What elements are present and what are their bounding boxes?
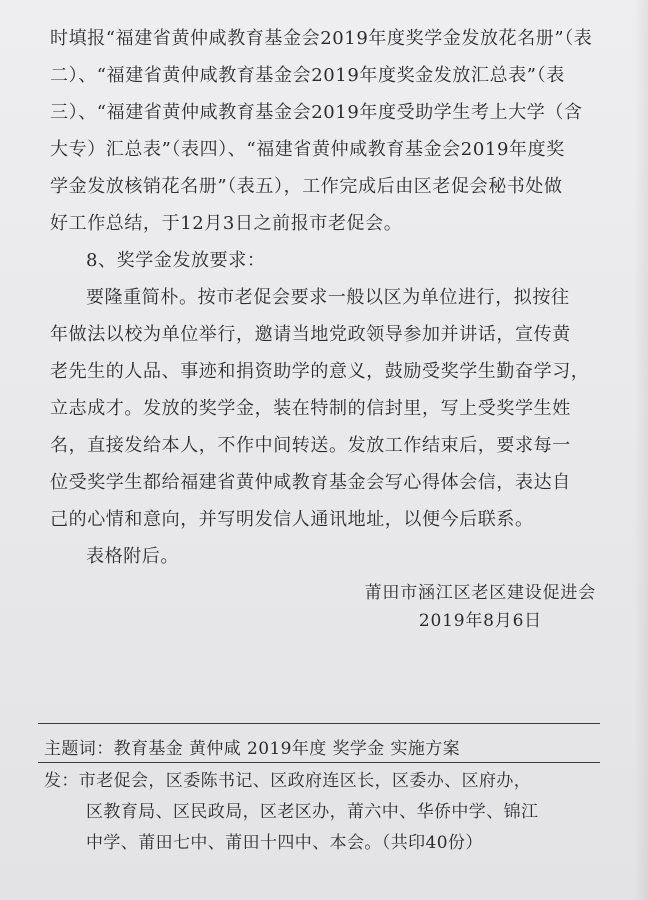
divider-top: [38, 723, 600, 724]
para8-line: 年做法以校为单位举行，邀请当地党政领导参加并讲话，宣传黄: [50, 324, 571, 345]
body-line: 好工作总结，于12月3日之前报市老促会。: [50, 213, 403, 234]
body-text: [50, 20, 615, 575]
attachment-note: 表格附后。: [86, 546, 179, 567]
para8-line: 位受奖学生都给福建省黄仲咸教育基金会写心得体会信，表达自: [50, 472, 571, 493]
distribution-line: 区教育局、区民政局，区老区办，莆六中、华侨中学、锦江: [86, 802, 539, 822]
subject-keywords: 主题词：教育基金 黄仲咸 2019年度 奖学金 实施方案: [44, 739, 461, 759]
body-line: 学金发放核销花名册”（表五），工作完成后由区老促会秘书处做: [50, 176, 563, 197]
divider-middle: [38, 762, 600, 763]
body-line: 三）、“福建省黄仲咸教育基金会2019年度受助学生考上大学（含: [50, 102, 583, 123]
section-heading-8: 8、奖学金发放要求：: [86, 250, 266, 271]
signature-date: 2019年8月6日: [418, 611, 542, 631]
distribution-line: 中学、莆田七中、莆田十四中、本会。（共印40份）: [86, 833, 483, 853]
body-line: 大专）汇总表”（表四）、“福建省黄仲咸教育基金会2019年度奖: [50, 139, 565, 160]
body-line: 二）、“福建省黄仲咸教育基金会2019年度奖金发放汇总表”（表: [50, 65, 565, 86]
para8-line: 名，直接发给本人，不作中间转送。发放工作结束后，要求每一: [50, 435, 571, 456]
para8-line: 老先生的人品、事迹和捐资助学的意义，鼓励受奖学生勤奋学习，: [50, 361, 590, 382]
distribution-line: 发：市老促会，区委陈书记、区政府连区长，区委办、区府办，: [44, 771, 532, 791]
para8-line: 立志成才。发放的奖学金，装在特制的信封里，写上受奖学生姓: [50, 398, 571, 419]
body-line: 时填报“福建省黄仲咸教育基金会2019年度奖学金发放花名册”（表: [50, 28, 593, 49]
para8-line: 要隆重简朴。按市老促会要求一般以区为单位进行，拟按往: [86, 287, 570, 308]
page-edge-shadow: [634, 0, 648, 900]
signature-organization: 莆田市涵江区老区建设促进会: [364, 583, 596, 603]
para8-line: 己的心情和意向，并写明发信人通讯地址，以便今后联系。: [50, 509, 534, 530]
